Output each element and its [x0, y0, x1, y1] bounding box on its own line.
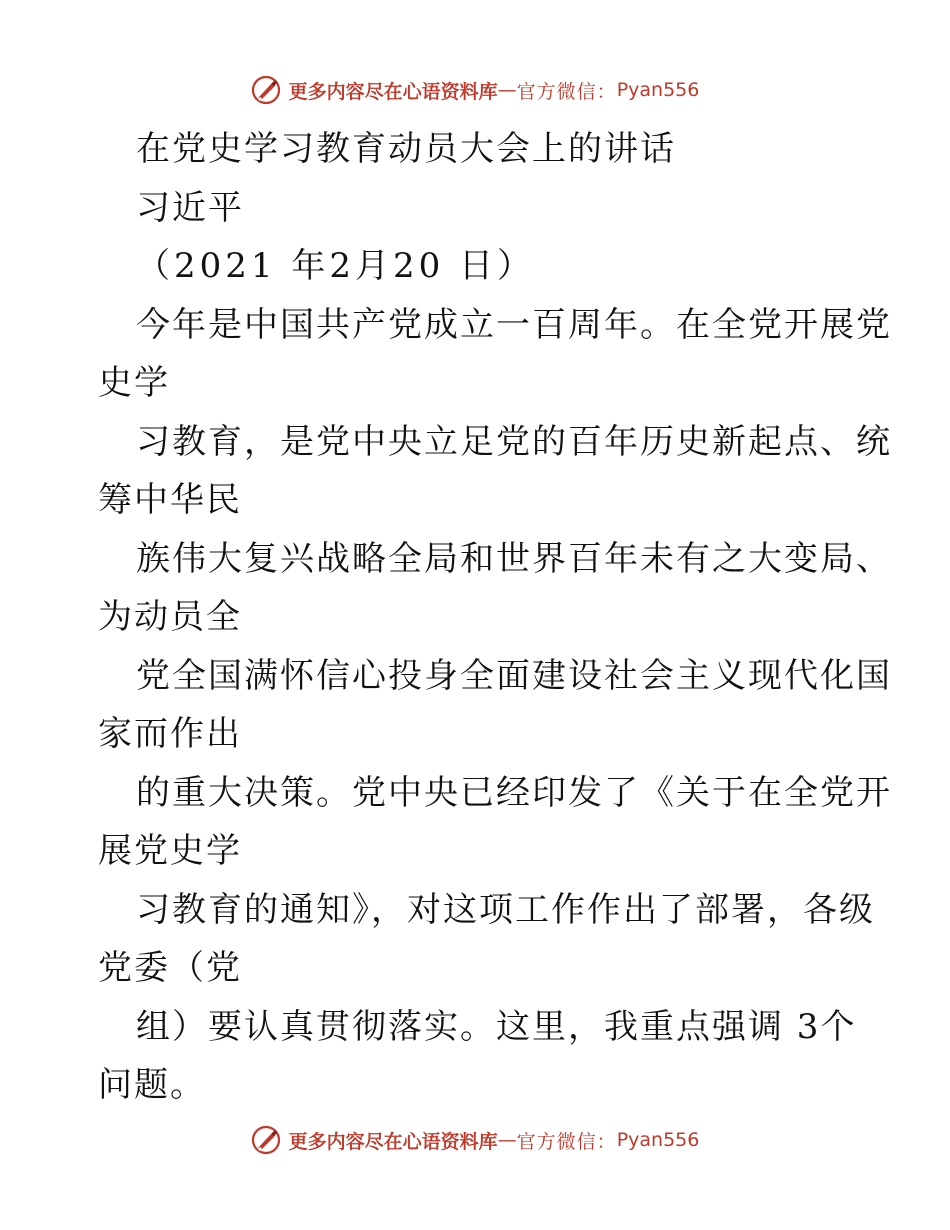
body-paragraph [98, 296, 892, 1115]
body-line: 为动员全 [98, 597, 242, 637]
document-body [98, 120, 892, 1115]
body-line: 组）要认真贯彻落实。这里，我重点强调 3个 [136, 1006, 857, 1047]
banner-wechat-label: 官方微信： [516, 1130, 617, 1153]
document-date: （2021 年2月20 日） [136, 246, 536, 286]
banner-wechat-id: Pyan556 [616, 79, 700, 101]
banner-separator: — [497, 79, 517, 101]
body-line: 族伟大复兴战略全局和世界百年未有之大变局、 [136, 538, 892, 579]
banner-wechat-id: Pyan556 [616, 1129, 700, 1151]
quill-logo-icon [251, 75, 281, 105]
document-author: 习近平 [136, 187, 244, 228]
body-line: 今年是中国共产党成立一百周年。在全党开展党 [136, 304, 892, 345]
body-line: 家而作出 [98, 714, 242, 754]
body-line: 问题。 [98, 1065, 206, 1105]
header-banner [0, 70, 950, 110]
banner-site-text: 更多内容尽在心语资料库 [288, 1130, 498, 1153]
body-line: 史学 [98, 363, 170, 403]
body-line: 的重大决策。党中央已经印发了《关于在全党开 [136, 772, 892, 813]
body-line: 习教育的通知》，对这项工作作出了部署，各级 [136, 889, 875, 930]
body-line: 习教育，是党中央立足党的百年历史新起点、统 [136, 421, 892, 462]
banner-site-text: 更多内容尽在心语资料库 [288, 80, 498, 103]
body-line: 筹中华民 [98, 480, 242, 520]
banner-wechat-label: 官方微信： [516, 80, 617, 103]
banner-separator: — [497, 1129, 517, 1151]
quill-logo-icon [251, 1125, 281, 1155]
body-line: 展党史学 [98, 831, 242, 871]
body-line: 党全国满怀信心投身全面建设社会主义现代化国 [136, 655, 892, 696]
body-line: 党委（党 [98, 948, 242, 988]
footer-banner [0, 1120, 950, 1160]
document-title: 在党史学习教育动员大会上的讲话 [136, 129, 676, 169]
